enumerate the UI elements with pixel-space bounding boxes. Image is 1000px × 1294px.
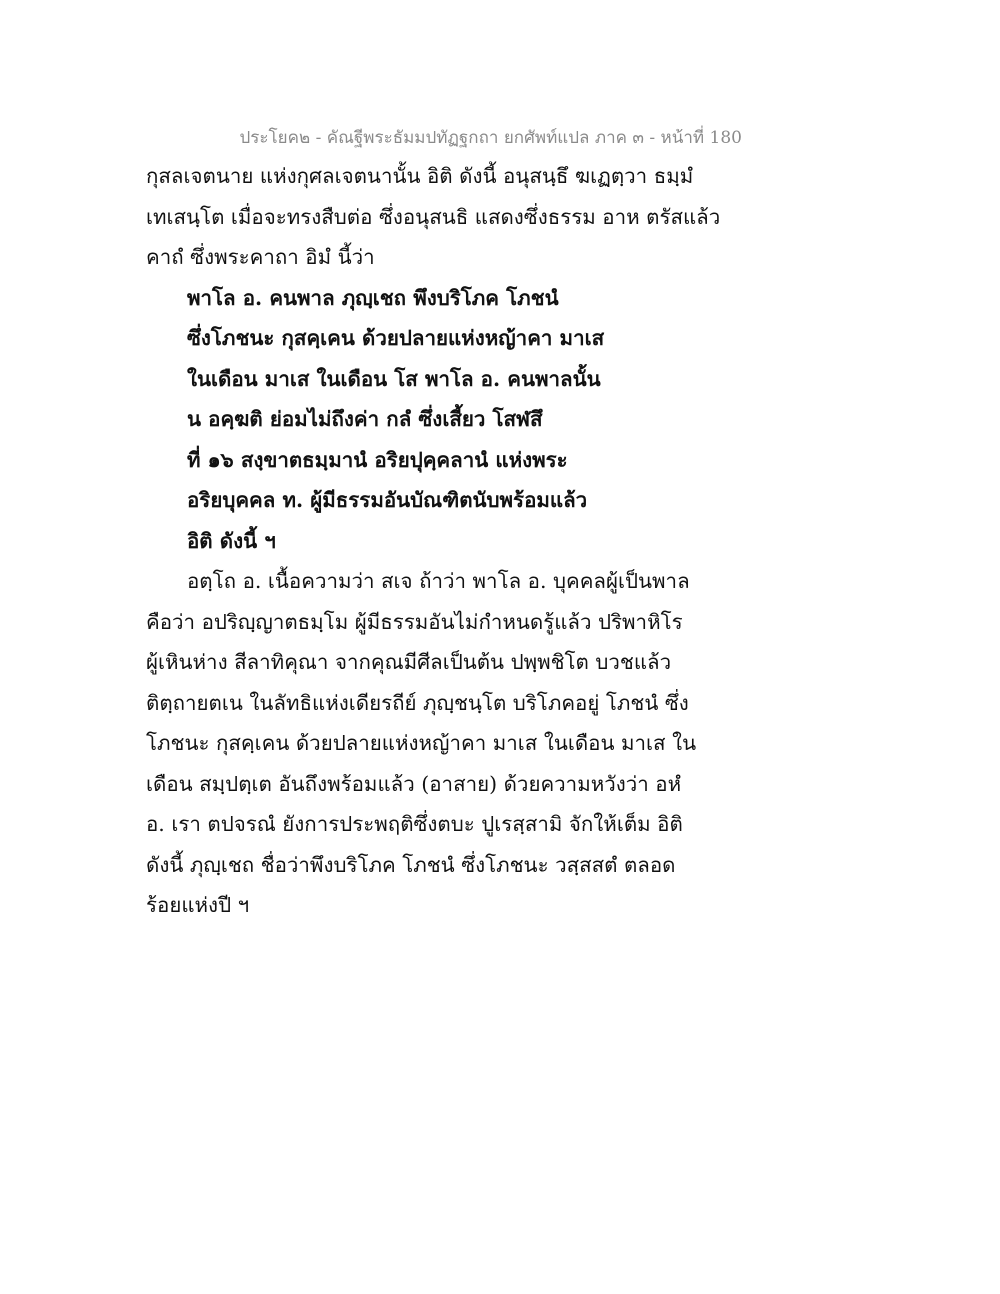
verse-line: น อคฺฆติ ย่อมไม่ถึงค่า กลํ ซึ่งเสี้ยว โสฬสึ (187, 407, 543, 431)
text-line: เดือน สมฺปตฺเต อันถึงพร้อมแล้ว (อาสาย) ด้วยความหวังว่า อหํ (146, 771, 682, 796)
running-header: ประโยค๒ - คัณฐีพระธัมมปทัฏฐกถา ยกศัพท์แปล ภาค ๓ - หน้าที่ 180 (239, 128, 742, 148)
verse-line: อิติ ดังนี้ ฯ (187, 528, 276, 553)
body-text (146, 156, 721, 926)
verse-line: อริยบุคคล ท. ผู้มีธรรมอันบัณฑิตนับพร้อมแล้ว (187, 488, 588, 512)
text-line: ผู้เหินห่าง สีลาทิคุณา จากคุณมีศีลเป็นต้น ปพฺพชิโต บวชแล้ว (146, 650, 672, 674)
verse-line: ที่ ๑๖ สงฺขาตธมฺมานํ อริยปุคฺคลานํ แห่งพระ (187, 447, 568, 472)
text-line: อตฺโถ อ. เนื้อความว่า สเจ ถ้าว่า พาโล อ. บุคคลผู้เป็นพาล (187, 569, 690, 593)
verse-line: พาโล อ. คนพาล ภุญฺเชถ พึงบริโภค โภชนํ (187, 285, 559, 310)
text-line: เทเสนฺโต เมื่อจะทรงสืบต่อ ซึ่งอนุสนธิ แสดงซึ่งธรรม อาห ตรัสแล้ว (146, 204, 721, 229)
text-line: ดังนี้ ภุญฺเชถ ชื่อว่าพึงบริโภค โภชนํ ซึ่งโภชนะ วสฺสสตํ ตลอด (146, 852, 676, 877)
text-line: คาถํ ซึ่งพระคาถา อิมํ นี้ว่า (146, 245, 375, 269)
text-line: กุสลเจตนาย แห่งกุศลเจตนานั้น อิติ ดังนี้ อนุสนฺธึ ฆเฏตฺวา ธมฺมํ (146, 164, 694, 188)
verse-line: ในเดือน มาเส ในเดือน โส พาโล อ. คนพาลนั้น (187, 366, 601, 391)
text-line: ติตฺถายตเน ในลัทธิแห่งเดียรถีย์ ภุญฺชนฺโต บริโภคอยู่ โภชนํ ซึ่ง (146, 690, 689, 715)
text-line: โภชนะ กุสคฺเคน ด้วยปลายแห่งหญ้าคา มาเส ในเดือน มาเส ใน (146, 731, 697, 755)
text-line: อ. เรา ตปจรณํ ยังการประพฤติซึ่งตบะ ปูเรสฺสามิ จักให้เต็ม อิติ (146, 812, 683, 836)
text-line: คือว่า อปริญฺญาตธมฺโม ผู้มีธรรมอันไม่กำหนดรู้แล้ว ปริพาหิโร (146, 609, 683, 634)
verse-line: ซึ่งโภชนะ กุสคฺเคน ด้วยปลายแห่งหญ้าคา มาเส (187, 326, 605, 350)
text-line: ร้อยแห่งปี ฯ (146, 893, 250, 917)
